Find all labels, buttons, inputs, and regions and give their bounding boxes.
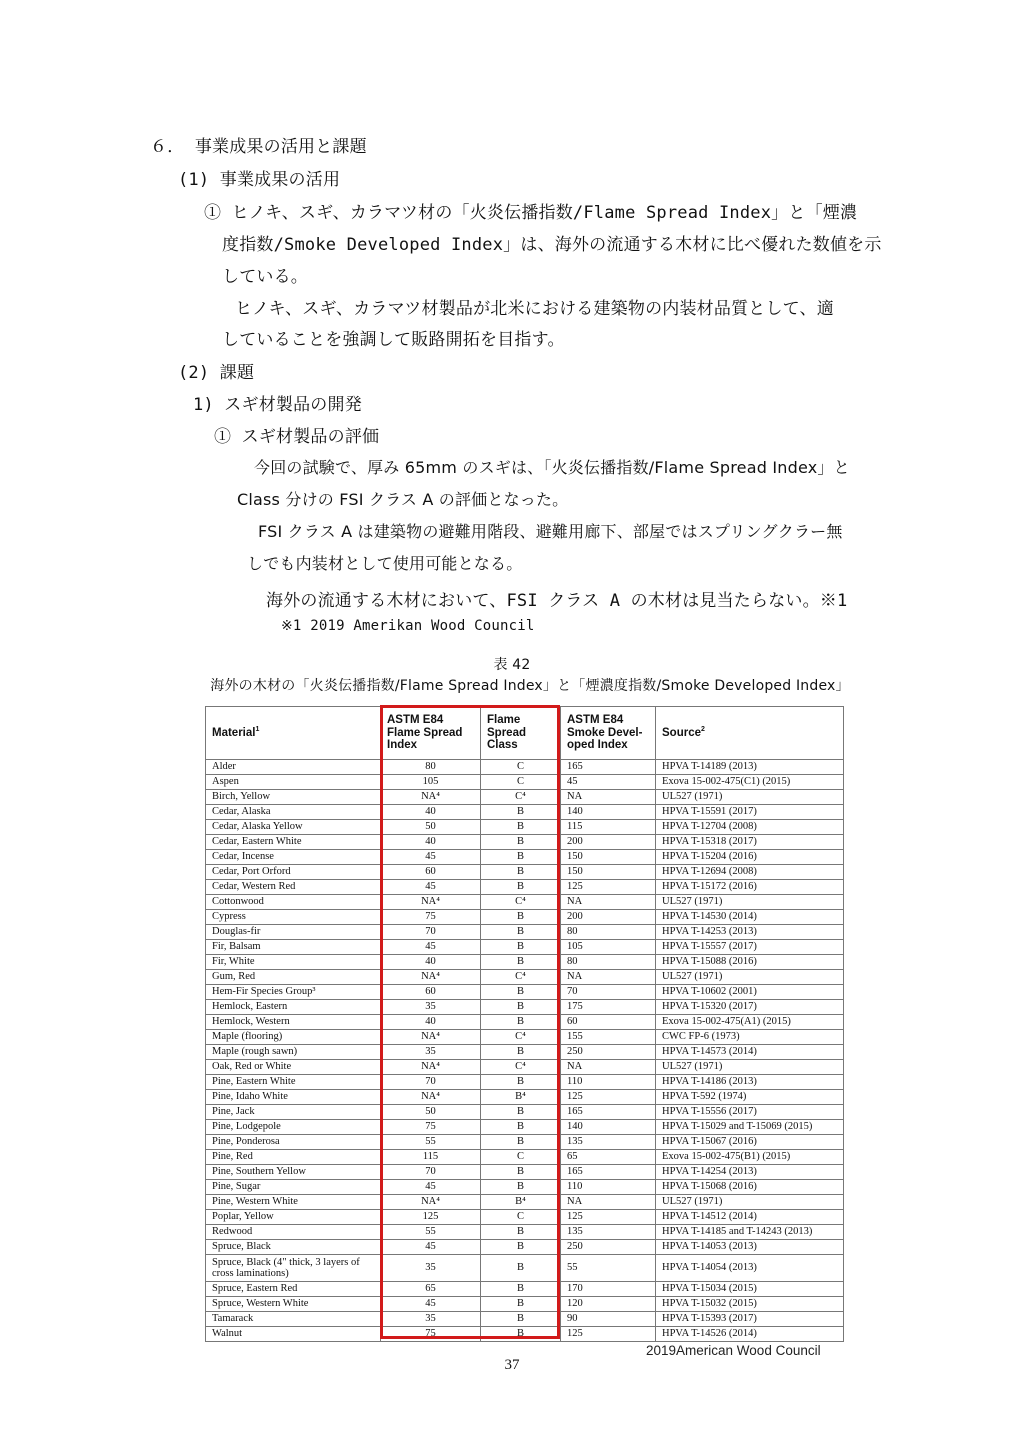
cell-material: Cedar, Alaska Yellow [206, 820, 381, 835]
cell-material: Cedar, Western Red [206, 880, 381, 895]
cell-smoke-developed-index: 70 [561, 985, 656, 1000]
cell-material: Cedar, Port Orford [206, 865, 381, 880]
cell-flame-spread-index: NA⁴ [381, 895, 481, 910]
cell-flame-spread-class: B⁴ [481, 1090, 561, 1105]
cell-material: Pine, Lodgepole [206, 1120, 381, 1135]
cell-source: HPVA T-15034 (2015) [656, 1282, 844, 1297]
cell-material: Pine, Southern Yellow [206, 1165, 381, 1180]
cell-flame-spread-class: B [481, 1120, 561, 1135]
header-flame-spread-class: Flame Spread Class [481, 707, 561, 760]
cell-source: HPVA T-15067 (2016) [656, 1135, 844, 1150]
cell-smoke-developed-index: 155 [561, 1030, 656, 1045]
table-row [206, 1282, 844, 1297]
paragraph-line: していることを強調して販路開拓を目指す。 [222, 330, 565, 350]
cell-smoke-developed-index: 110 [561, 1180, 656, 1195]
cell-smoke-developed-index: 165 [561, 760, 656, 775]
table-row [206, 880, 844, 895]
cell-source: HPVA T-14185 and T-14243 (2013) [656, 1225, 844, 1240]
cell-flame-spread-index: 70 [381, 1165, 481, 1180]
cell-source: UL527 (1971) [656, 1060, 844, 1075]
cell-flame-spread-index: 40 [381, 805, 481, 820]
cell-material: Maple (flooring) [206, 1030, 381, 1045]
cell-flame-spread-index: 45 [381, 1180, 481, 1195]
cell-flame-spread-class: B [481, 1297, 561, 1312]
cell-flame-spread-index: 40 [381, 835, 481, 850]
table-row [206, 940, 844, 955]
cell-material: Pine, Red [206, 1150, 381, 1165]
cell-material: Pine, Jack [206, 1105, 381, 1120]
cell-smoke-developed-index: 165 [561, 1105, 656, 1120]
cell-flame-spread-index: 70 [381, 925, 481, 940]
cell-flame-spread-index: 75 [381, 1120, 481, 1135]
cell-smoke-developed-index: NA [561, 970, 656, 985]
cell-flame-spread-index: 75 [381, 1327, 481, 1342]
table-row [206, 1045, 844, 1060]
table-body [206, 760, 844, 1342]
cell-material: Pine, Idaho White [206, 1090, 381, 1105]
cell-flame-spread-index: 55 [381, 1135, 481, 1150]
cell-flame-spread-index: 40 [381, 1015, 481, 1030]
cell-flame-spread-class: B [481, 1015, 561, 1030]
section-heading: ６． 事業成果の活用と課題 [150, 137, 367, 157]
cell-source: Exova 15-002-475(A1) (2015) [656, 1015, 844, 1030]
cell-source: Exova 15-002-475(B1) (2015) [656, 1150, 844, 1165]
cell-smoke-developed-index: 90 [561, 1312, 656, 1327]
cell-flame-spread-index: NA⁴ [381, 1195, 481, 1210]
cell-flame-spread-class: B [481, 955, 561, 970]
cell-smoke-developed-index: 135 [561, 1135, 656, 1150]
cell-smoke-developed-index: 125 [561, 1327, 656, 1342]
cell-flame-spread-index: 45 [381, 1240, 481, 1255]
cell-smoke-developed-index: 110 [561, 1075, 656, 1090]
cell-smoke-developed-index: 105 [561, 940, 656, 955]
cell-flame-spread-class: B [481, 1255, 561, 1282]
cell-source: HPVA T-14186 (2013) [656, 1075, 844, 1090]
body-line: しでも内装材として使用可能となる。 [247, 554, 523, 573]
table-row [206, 1195, 844, 1210]
cell-flame-spread-index: 70 [381, 1075, 481, 1090]
cell-flame-spread-index: NA⁴ [381, 970, 481, 985]
fire-index-table [205, 706, 844, 1342]
cell-material: Walnut [206, 1327, 381, 1342]
cell-material: Fir, Balsam [206, 940, 381, 955]
cell-flame-spread-class: B [481, 1282, 561, 1297]
cell-material: Pine, Western White [206, 1195, 381, 1210]
cell-smoke-developed-index: 250 [561, 1240, 656, 1255]
body-line: 海外の流通する木材において、FSI クラス A の木材は見当たらない。※1 [266, 591, 848, 611]
cell-smoke-developed-index: 250 [561, 1045, 656, 1060]
cell-smoke-developed-index: 80 [561, 925, 656, 940]
table-row [206, 835, 844, 850]
paragraph-line: ① ヒノキ、スギ、カラマツ材の「火炎伝播指数/Flame Spread Index」と「煙濃 [204, 203, 858, 223]
cell-flame-spread-index: 115 [381, 1150, 481, 1165]
cell-source: HPVA T-12704 (2008) [656, 820, 844, 835]
page-number: 37 [504, 1357, 520, 1373]
table-row [206, 1240, 844, 1255]
cell-flame-spread-class: B [481, 1225, 561, 1240]
table-row [206, 775, 844, 790]
table-row [206, 790, 844, 805]
cell-flame-spread-class: B [481, 1045, 561, 1060]
cell-smoke-developed-index: 200 [561, 835, 656, 850]
cell-flame-spread-index: NA⁴ [381, 1090, 481, 1105]
cell-flame-spread-class: B [481, 1075, 561, 1090]
cell-source: HPVA T-15068 (2016) [656, 1180, 844, 1195]
table-row [206, 1135, 844, 1150]
cell-source: HPVA T-14573 (2014) [656, 1045, 844, 1060]
cell-material: Birch, Yellow [206, 790, 381, 805]
cell-source: UL527 (1971) [656, 790, 844, 805]
cell-flame-spread-index: 75 [381, 910, 481, 925]
cell-material: Pine, Eastern White [206, 1075, 381, 1090]
cell-flame-spread-class: C [481, 1150, 561, 1165]
table-row [206, 1030, 844, 1045]
cell-source: HPVA T-15591 (2017) [656, 805, 844, 820]
cell-smoke-developed-index: 175 [561, 1000, 656, 1015]
table-row [206, 1327, 844, 1342]
table-label: 表 42 [493, 657, 531, 673]
cell-source: HPVA T-12694 (2008) [656, 865, 844, 880]
cell-flame-spread-index: 35 [381, 1312, 481, 1327]
table-row [206, 1120, 844, 1135]
cell-smoke-developed-index: 165 [561, 1165, 656, 1180]
table-row [206, 985, 844, 1000]
cell-source: HPVA T-15557 (2017) [656, 940, 844, 955]
table-row [206, 865, 844, 880]
cell-flame-spread-class: B⁴ [481, 1195, 561, 1210]
cell-smoke-developed-index: 65 [561, 1150, 656, 1165]
cell-source: HPVA T-15320 (2017) [656, 1000, 844, 1015]
cell-flame-spread-class: B [481, 1105, 561, 1120]
footnote: ※1 2019 Amerikan Wood Council [281, 618, 535, 634]
cell-smoke-developed-index: NA [561, 1060, 656, 1075]
cell-flame-spread-class: B [481, 985, 561, 1000]
cell-flame-spread-class: B [481, 925, 561, 940]
header-source: Source$^2$ [656, 707, 844, 760]
cell-flame-spread-index: 60 [381, 865, 481, 880]
cell-source: UL527 (1971) [656, 1195, 844, 1210]
cell-material: Redwood [206, 1225, 381, 1240]
cell-material: Spruce, Western White [206, 1297, 381, 1312]
cell-flame-spread-class: C⁴ [481, 790, 561, 805]
cell-material: Gum, Red [206, 970, 381, 985]
table-row [206, 1105, 844, 1120]
subsection-heading-development: 1) スギ材製品の開発 [193, 395, 362, 415]
paragraph-line: している。 [222, 267, 308, 287]
body-line: Class 分けの FSI クラス A の評価となった。 [237, 490, 569, 509]
cell-smoke-developed-index: 45 [561, 775, 656, 790]
cell-flame-spread-class: B [481, 1000, 561, 1015]
cell-smoke-developed-index: NA [561, 895, 656, 910]
cell-smoke-developed-index: 120 [561, 1297, 656, 1312]
cell-flame-spread-index: 105 [381, 775, 481, 790]
cell-flame-spread-class: B [481, 1312, 561, 1327]
cell-flame-spread-class: B [481, 1165, 561, 1180]
cell-flame-spread-index: 60 [381, 985, 481, 1000]
cell-smoke-developed-index: 135 [561, 1225, 656, 1240]
cell-material: Pine, Sugar [206, 1180, 381, 1195]
cell-source: UL527 (1971) [656, 895, 844, 910]
cell-flame-spread-class: B [481, 880, 561, 895]
cell-smoke-developed-index: NA [561, 790, 656, 805]
cell-flame-spread-index: 35 [381, 1255, 481, 1282]
table-row [206, 895, 844, 910]
cell-smoke-developed-index: 125 [561, 1090, 656, 1105]
cell-smoke-developed-index: 150 [561, 850, 656, 865]
subsection-heading-utilization: (1) 事業成果の活用 [178, 170, 341, 190]
cell-source: HPVA T-15393 (2017) [656, 1312, 844, 1327]
cell-smoke-developed-index: 80 [561, 955, 656, 970]
cell-flame-spread-index: 50 [381, 1105, 481, 1120]
cell-source: HPVA T-15172 (2016) [656, 880, 844, 895]
cell-smoke-developed-index: NA [561, 1195, 656, 1210]
cell-source: HPVA T-15318 (2017) [656, 835, 844, 850]
cell-flame-spread-class: B [481, 865, 561, 880]
cell-material: Spruce, Black (4" thick, 3 layers of cross laminations) [206, 1255, 381, 1282]
cell-source: HPVA T-15088 (2016) [656, 955, 844, 970]
table-row [206, 760, 844, 775]
cell-flame-spread-class: B [481, 835, 561, 850]
cell-flame-spread-index: NA⁴ [381, 1060, 481, 1075]
cell-material: Hemlock, Eastern [206, 1000, 381, 1015]
cell-flame-spread-class: C⁴ [481, 895, 561, 910]
cell-flame-spread-index: NA⁴ [381, 790, 481, 805]
cell-source: HPVA T-15204 (2016) [656, 850, 844, 865]
cell-smoke-developed-index: 140 [561, 1120, 656, 1135]
fire-index-table-container [205, 706, 843, 1342]
cell-source: HPVA T-14530 (2014) [656, 910, 844, 925]
table-row [206, 1210, 844, 1225]
table-row [206, 1060, 844, 1075]
cell-material: Cedar, Eastern White [206, 835, 381, 850]
cell-smoke-developed-index: 140 [561, 805, 656, 820]
body-line: FSI クラス A は建築物の避難用階段、避難用廊下、部屋ではスプリングクラー無 [258, 522, 843, 541]
table-row [206, 1312, 844, 1327]
table-row [206, 1015, 844, 1030]
cell-flame-spread-index: 40 [381, 955, 481, 970]
cell-material: Aspen [206, 775, 381, 790]
cell-smoke-developed-index: 115 [561, 820, 656, 835]
subsection-heading-issues: (2) 課題 [178, 363, 255, 383]
table-row [206, 955, 844, 970]
cell-smoke-developed-index: 125 [561, 880, 656, 895]
cell-flame-spread-class: C [481, 1210, 561, 1225]
cell-flame-spread-class: B [481, 850, 561, 865]
cell-flame-spread-index: 65 [381, 1282, 481, 1297]
header-flame-spread-index: ASTM E84 Flame Spread Index [381, 707, 481, 760]
cell-material: Alder [206, 760, 381, 775]
cell-source: HPVA T-14253 (2013) [656, 925, 844, 940]
cell-material: Pine, Ponderosa [206, 1135, 381, 1150]
cell-source: HPVA T-592 (1974) [656, 1090, 844, 1105]
cell-flame-spread-class: B [481, 820, 561, 835]
cell-source: HPVA T-15029 and T-15069 (2015) [656, 1120, 844, 1135]
table-row [206, 970, 844, 985]
cell-smoke-developed-index: 200 [561, 910, 656, 925]
cell-material: Cedar, Alaska [206, 805, 381, 820]
cell-source: HPVA T-15032 (2015) [656, 1297, 844, 1312]
cell-source: HPVA T-14054 (2013) [656, 1255, 844, 1282]
subsection-heading-evaluation: ① スギ材製品の評価 [214, 427, 380, 447]
cell-material: Spruce, Eastern Red [206, 1282, 381, 1297]
cell-flame-spread-class: C [481, 760, 561, 775]
table-row [206, 1000, 844, 1015]
cell-flame-spread-class: C⁴ [481, 1060, 561, 1075]
cell-material: Cypress [206, 910, 381, 925]
cell-smoke-developed-index: 125 [561, 1210, 656, 1225]
table-row [206, 820, 844, 835]
cell-flame-spread-index: NA⁴ [381, 1030, 481, 1045]
cell-flame-spread-index: 45 [381, 880, 481, 895]
table-row [206, 1075, 844, 1090]
cell-source: HPVA T-14189 (2013) [656, 760, 844, 775]
table-row [206, 1150, 844, 1165]
cell-smoke-developed-index: 170 [561, 1282, 656, 1297]
cell-flame-spread-index: 80 [381, 760, 481, 775]
table-row [206, 1297, 844, 1312]
cell-material: Hem-Fir Species Group³ [206, 985, 381, 1000]
cell-flame-spread-class: B [481, 1240, 561, 1255]
cell-flame-spread-index: 45 [381, 940, 481, 955]
cell-flame-spread-class: C⁴ [481, 1030, 561, 1045]
table-header-row [206, 707, 844, 760]
cell-flame-spread-class: B [481, 805, 561, 820]
cell-source: HPVA T-14512 (2014) [656, 1210, 844, 1225]
cell-flame-spread-index: 45 [381, 850, 481, 865]
cell-material: Tamarack [206, 1312, 381, 1327]
cell-smoke-developed-index: 55 [561, 1255, 656, 1282]
cell-flame-spread-index: 45 [381, 1297, 481, 1312]
cell-material: Cedar, Incense [206, 850, 381, 865]
header-smoke-developed-index: ASTM E84 Smoke Devel- oped Index [561, 707, 656, 760]
table-row [206, 805, 844, 820]
cell-source: HPVA T-15556 (2017) [656, 1105, 844, 1120]
cell-source: CWC FP-6 (1973) [656, 1030, 844, 1045]
source-credit: 2019American Wood Council [646, 1343, 821, 1358]
table-row [206, 850, 844, 865]
table-row [206, 1180, 844, 1195]
table-title: 海外の木材の「火炎伝播指数/Flame Spread Index」と「煙濃度指数/Smoke Developed Index」 [210, 678, 850, 694]
table-row [206, 910, 844, 925]
cell-material: Spruce, Black [206, 1240, 381, 1255]
cell-flame-spread-index: 125 [381, 1210, 481, 1225]
cell-material: Douglas-fir [206, 925, 381, 940]
cell-material: Fir, White [206, 955, 381, 970]
cell-material: Maple (rough sawn) [206, 1045, 381, 1060]
table-row [206, 1090, 844, 1105]
table-row [206, 1165, 844, 1180]
cell-smoke-developed-index: 60 [561, 1015, 656, 1030]
cell-flame-spread-index: 35 [381, 1045, 481, 1060]
cell-source: HPVA T-10602 (2001) [656, 985, 844, 1000]
cell-flame-spread-class: B [481, 1135, 561, 1150]
cell-source: HPVA T-14526 (2014) [656, 1327, 844, 1342]
cell-source: Exova 15-002-475(C1) (2015) [656, 775, 844, 790]
cell-flame-spread-class: C⁴ [481, 970, 561, 985]
cell-source: UL527 (1971) [656, 970, 844, 985]
cell-material: Hemlock, Western [206, 1015, 381, 1030]
cell-source: HPVA T-14254 (2013) [656, 1165, 844, 1180]
paragraph-line: ヒノキ、スギ、カラマツ材製品が北米における建築物の内装材品質として、適 [235, 299, 834, 319]
table-row [206, 1255, 844, 1282]
cell-flame-spread-index: 35 [381, 1000, 481, 1015]
cell-flame-spread-index: 55 [381, 1225, 481, 1240]
table-row [206, 1225, 844, 1240]
cell-smoke-developed-index: 150 [561, 865, 656, 880]
cell-flame-spread-index: 50 [381, 820, 481, 835]
cell-flame-spread-class: B [481, 1327, 561, 1342]
cell-material: Cottonwood [206, 895, 381, 910]
header-material: Material$^1$ [206, 707, 381, 760]
cell-flame-spread-class: B [481, 940, 561, 955]
body-line: 今回の試験で、厚み 65mm のスギは、「火炎伝播指数/Flame Spread Index」と [254, 458, 850, 477]
table-row [206, 925, 844, 940]
cell-source: HPVA T-14053 (2013) [656, 1240, 844, 1255]
cell-flame-spread-class: C [481, 775, 561, 790]
cell-flame-spread-class: B [481, 910, 561, 925]
cell-flame-spread-class: B [481, 1180, 561, 1195]
cell-material: Poplar, Yellow [206, 1210, 381, 1225]
paragraph-line: 度指数/Smoke Developed Index」は、海外の流通する木材に比べ優れた数値を示 [222, 235, 882, 255]
cell-material: Oak, Red or White [206, 1060, 381, 1075]
